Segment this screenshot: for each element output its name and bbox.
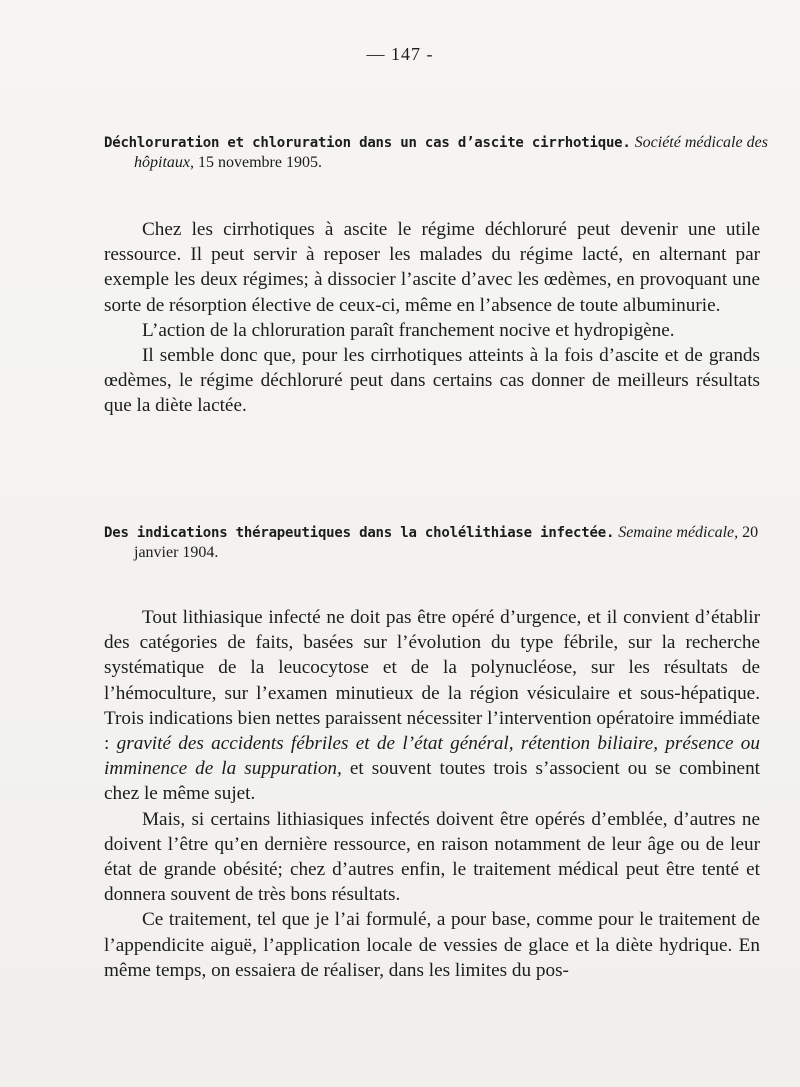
- paragraph: Chez les cirrhotiques à ascite le régime déchloruré peut devenir une utile ressource. Il peut servir à reposer les malades du régime lacté, en alternant par exemple les deux régimes; à dissocier l’ascite d’avec les œdèmes, en provoquant une sorte de résorption élective de ceux-ci, même en l’absence de toute albuminurie.: [104, 219, 760, 316]
- section-title: Des indications thérapeutiques dans la cholélithiase infectée.: [104, 525, 615, 541]
- emphasis-text: gravité des accidents fébriles et de l’état général, rétention biliaire, présence ou imminence de la suppuration,: [104, 733, 760, 780]
- paragraph: Mais, si certains lithiasiques infectés doivent être opérés d’emblée, d’autres ne doivent l’être qu’en dernière ressource, en raison notamment de leur âge ou de leur état de grande obésité; chez d’autres enfin, le traitement médical peut être tenté et donnera souvent de très bons résultats.: [104, 808, 760, 906]
- paragraph-text: Tout lithiasique infecté ne doit pas être opéré d’urgence, et il convient d’établir des catégories de faits, basées sur l’évolution du type fébrile, sur la recherche systématique de la leucocytose et de la polynucléose, sur les résultats de l’hémoculture, sur l’examen minutieux de la région vésiculaire et sous-hépatique. Trois indications bien nettes paraissent nécessiter l’intervention opératoire immédiate :: [104, 607, 760, 755]
- section-heading-cholelithiase: [104, 523, 790, 563]
- section-source: Société médicale des hôpitaux,: [134, 134, 768, 171]
- section-heading-dechloruration: [104, 133, 790, 173]
- paragraph-text: et souvent toutes trois s’associent ou se combinent chez le même sujet.: [104, 758, 760, 805]
- section-source: Semaine médicale,: [618, 524, 739, 541]
- section-body-dechloruration: [104, 217, 760, 419]
- page-number: — 147 -: [366, 44, 434, 64]
- paragraph: Ce traitement, tel que je l’ai formulé, a pour base, comme pour le traitement de l’appendicite aiguë, l’application locale de vessies de glace et la diète hydrique. En même temps, on essaiera de réaliser, dans les limites du pos-: [104, 909, 760, 981]
- paragraph: L’action de la chloruration paraît franchement nocive et hydropigène.: [142, 319, 675, 341]
- section-date: 15 novembre 1905.: [194, 154, 322, 171]
- section-title: Déchloruration et chloruration dans un cas d’ascite cirrhotique.: [104, 135, 631, 151]
- paragraph: [104, 605, 760, 807]
- section-date: 20 janvier 1904.: [134, 524, 759, 561]
- paragraph: Il semble donc que, pour les cirrhotiques atteints à la fois d’ascite et de grands œdèmes, le régime déchloruré peut dans certains cas donner de meilleurs résultats que la diète lactée.: [104, 345, 760, 417]
- section-body-cholelithiase: [104, 605, 760, 983]
